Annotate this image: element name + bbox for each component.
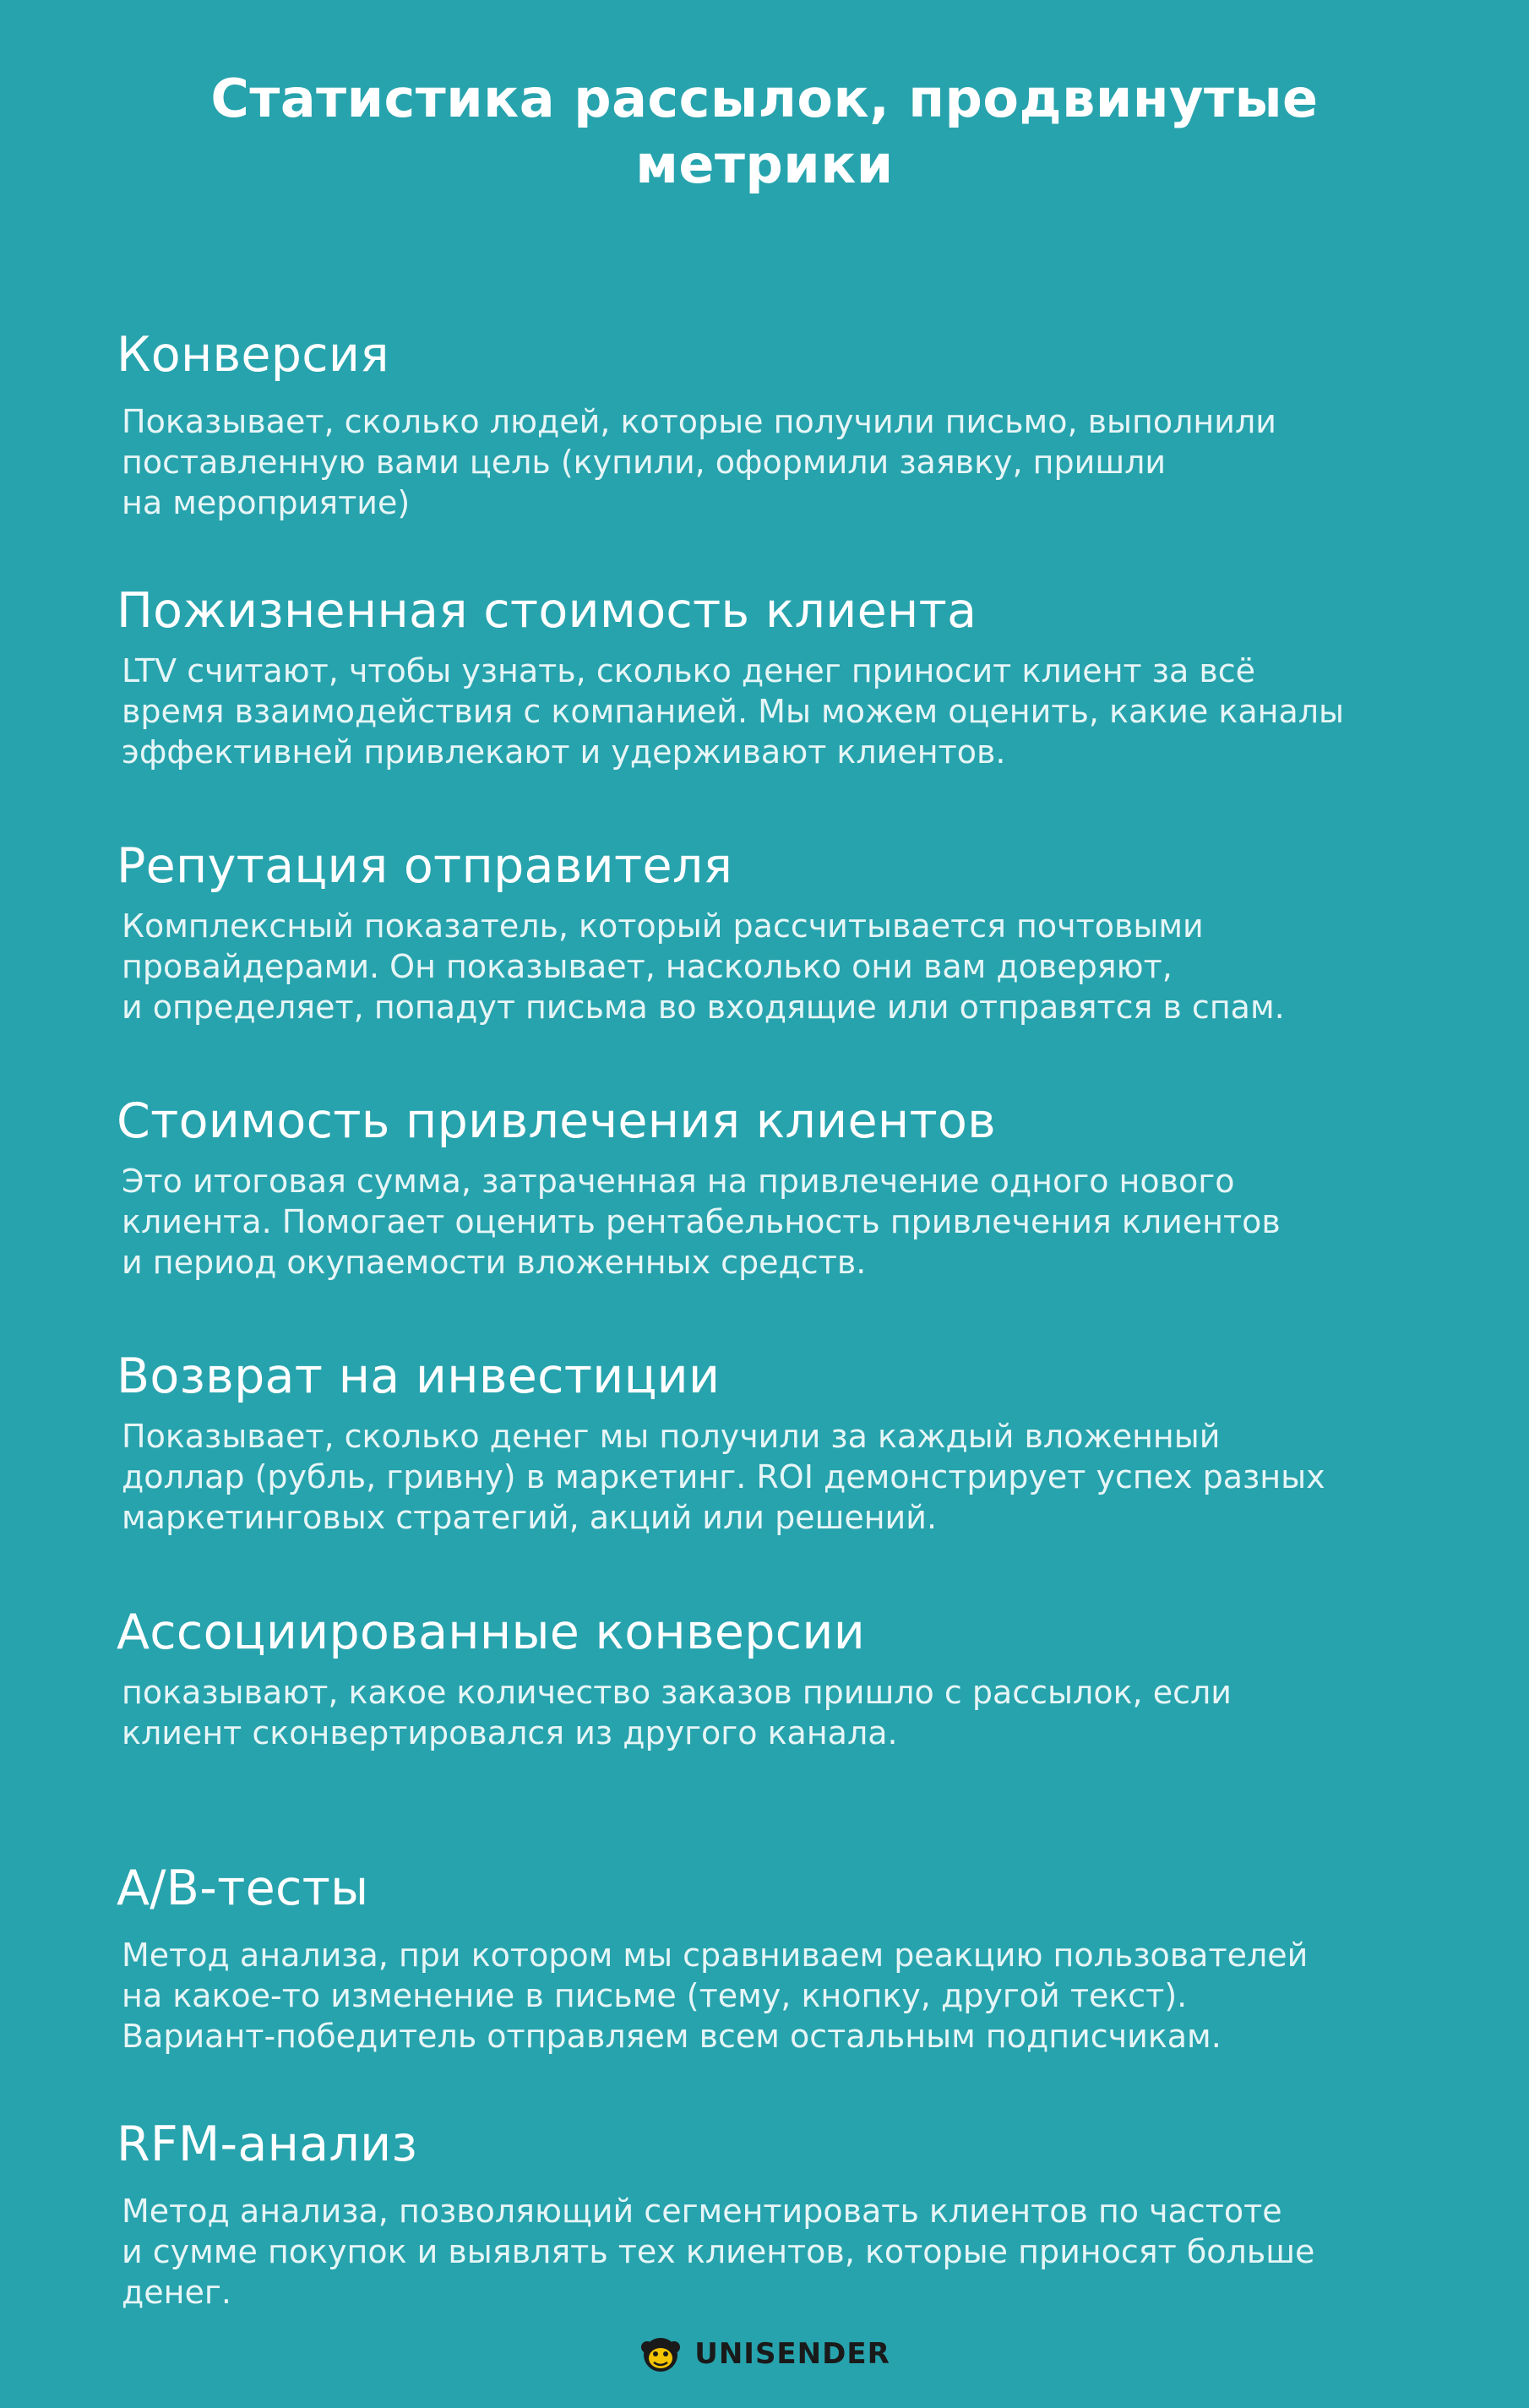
section-heading: Пожизненная стоимость клиента — [117, 583, 977, 639]
section-heading: Стоимость привлечения клиентов — [117, 1093, 997, 1149]
section-text: Комплексный показатель, который рассчитывается почтовыми провайдерами. Он показывает, насколько они вам доверяют, и определяет, попадут письма во входящие или отправятся в спам. — [122, 907, 1285, 1026]
section-heading: RFM-анализ — [117, 2117, 418, 2172]
section-text: Показывает, сколько денег мы получили за каждый вложенный доллар (рубль, гривну) в маркетинг. ROI демонстрирует успех разных маркетинговых стратегий, акций или решений. — [122, 1418, 1325, 1536]
section-roi — [117, 1347, 1434, 1538]
section-rfm — [117, 2115, 1434, 2313]
section-heading: Возврат на инвестиции — [117, 1348, 721, 1404]
section-ab-tests — [117, 1859, 1434, 2057]
logo-text: UNISENDER — [694, 2337, 890, 2371]
section-text: показывают, какое количество заказов пришло с рассылок, если клиент сконвертировался из другого канала. — [122, 1674, 1232, 1752]
unisender-monkey-icon — [639, 2332, 683, 2376]
section-text: Показывает, сколько людей, которые получили письмо, выполнили поставленную вами цель (купили, оформили заявку, пришли на мероприятие) — [122, 403, 1276, 521]
section-ltv — [117, 581, 1434, 772]
unisender-logo — [0, 2332, 1529, 2376]
section-text: Метод анализа, позволяющий сегментировать клиентов по частоте и сумме покупок и выявлять тех клиентов, которые приносят больше денег. — [122, 2193, 1315, 2311]
section-text: Метод анализа, при котором мы сравниваем реакцию пользователей на какое-то изменение в письме (тему, кнопку, другой текст). Вариант-победитель отправляем всем остальным подписчикам. — [122, 1937, 1309, 2055]
section-sender-reputation — [117, 836, 1434, 1027]
section-heading: Ассоциированные конверсии — [117, 1604, 866, 1660]
section-heading: Репутация отправителя — [117, 838, 733, 894]
section-acquisition-cost — [117, 1092, 1434, 1283]
page-title: Статистика рассылок, продвинутые метрики — [210, 68, 1319, 195]
section-assisted-conversions — [117, 1603, 1434, 1753]
section-conversion — [117, 325, 1434, 523]
section-text: LTV считают, чтобы узнать, сколько денег приносит клиент за всё время взаимодействия с компанией. Мы можем оценить, какие каналы эффективней привлекают и удерживают клиентов. — [122, 652, 1345, 771]
section-heading: Конверсия — [117, 327, 389, 383]
section-heading: A/B-тесты — [117, 1860, 369, 1916]
section-text: Это итоговая сумма, затраченная на привлечение одного нового клиента. Помогает оценить рентабельность привлечения клиентов и период окупаемости вложенных средств. — [122, 1163, 1281, 1281]
